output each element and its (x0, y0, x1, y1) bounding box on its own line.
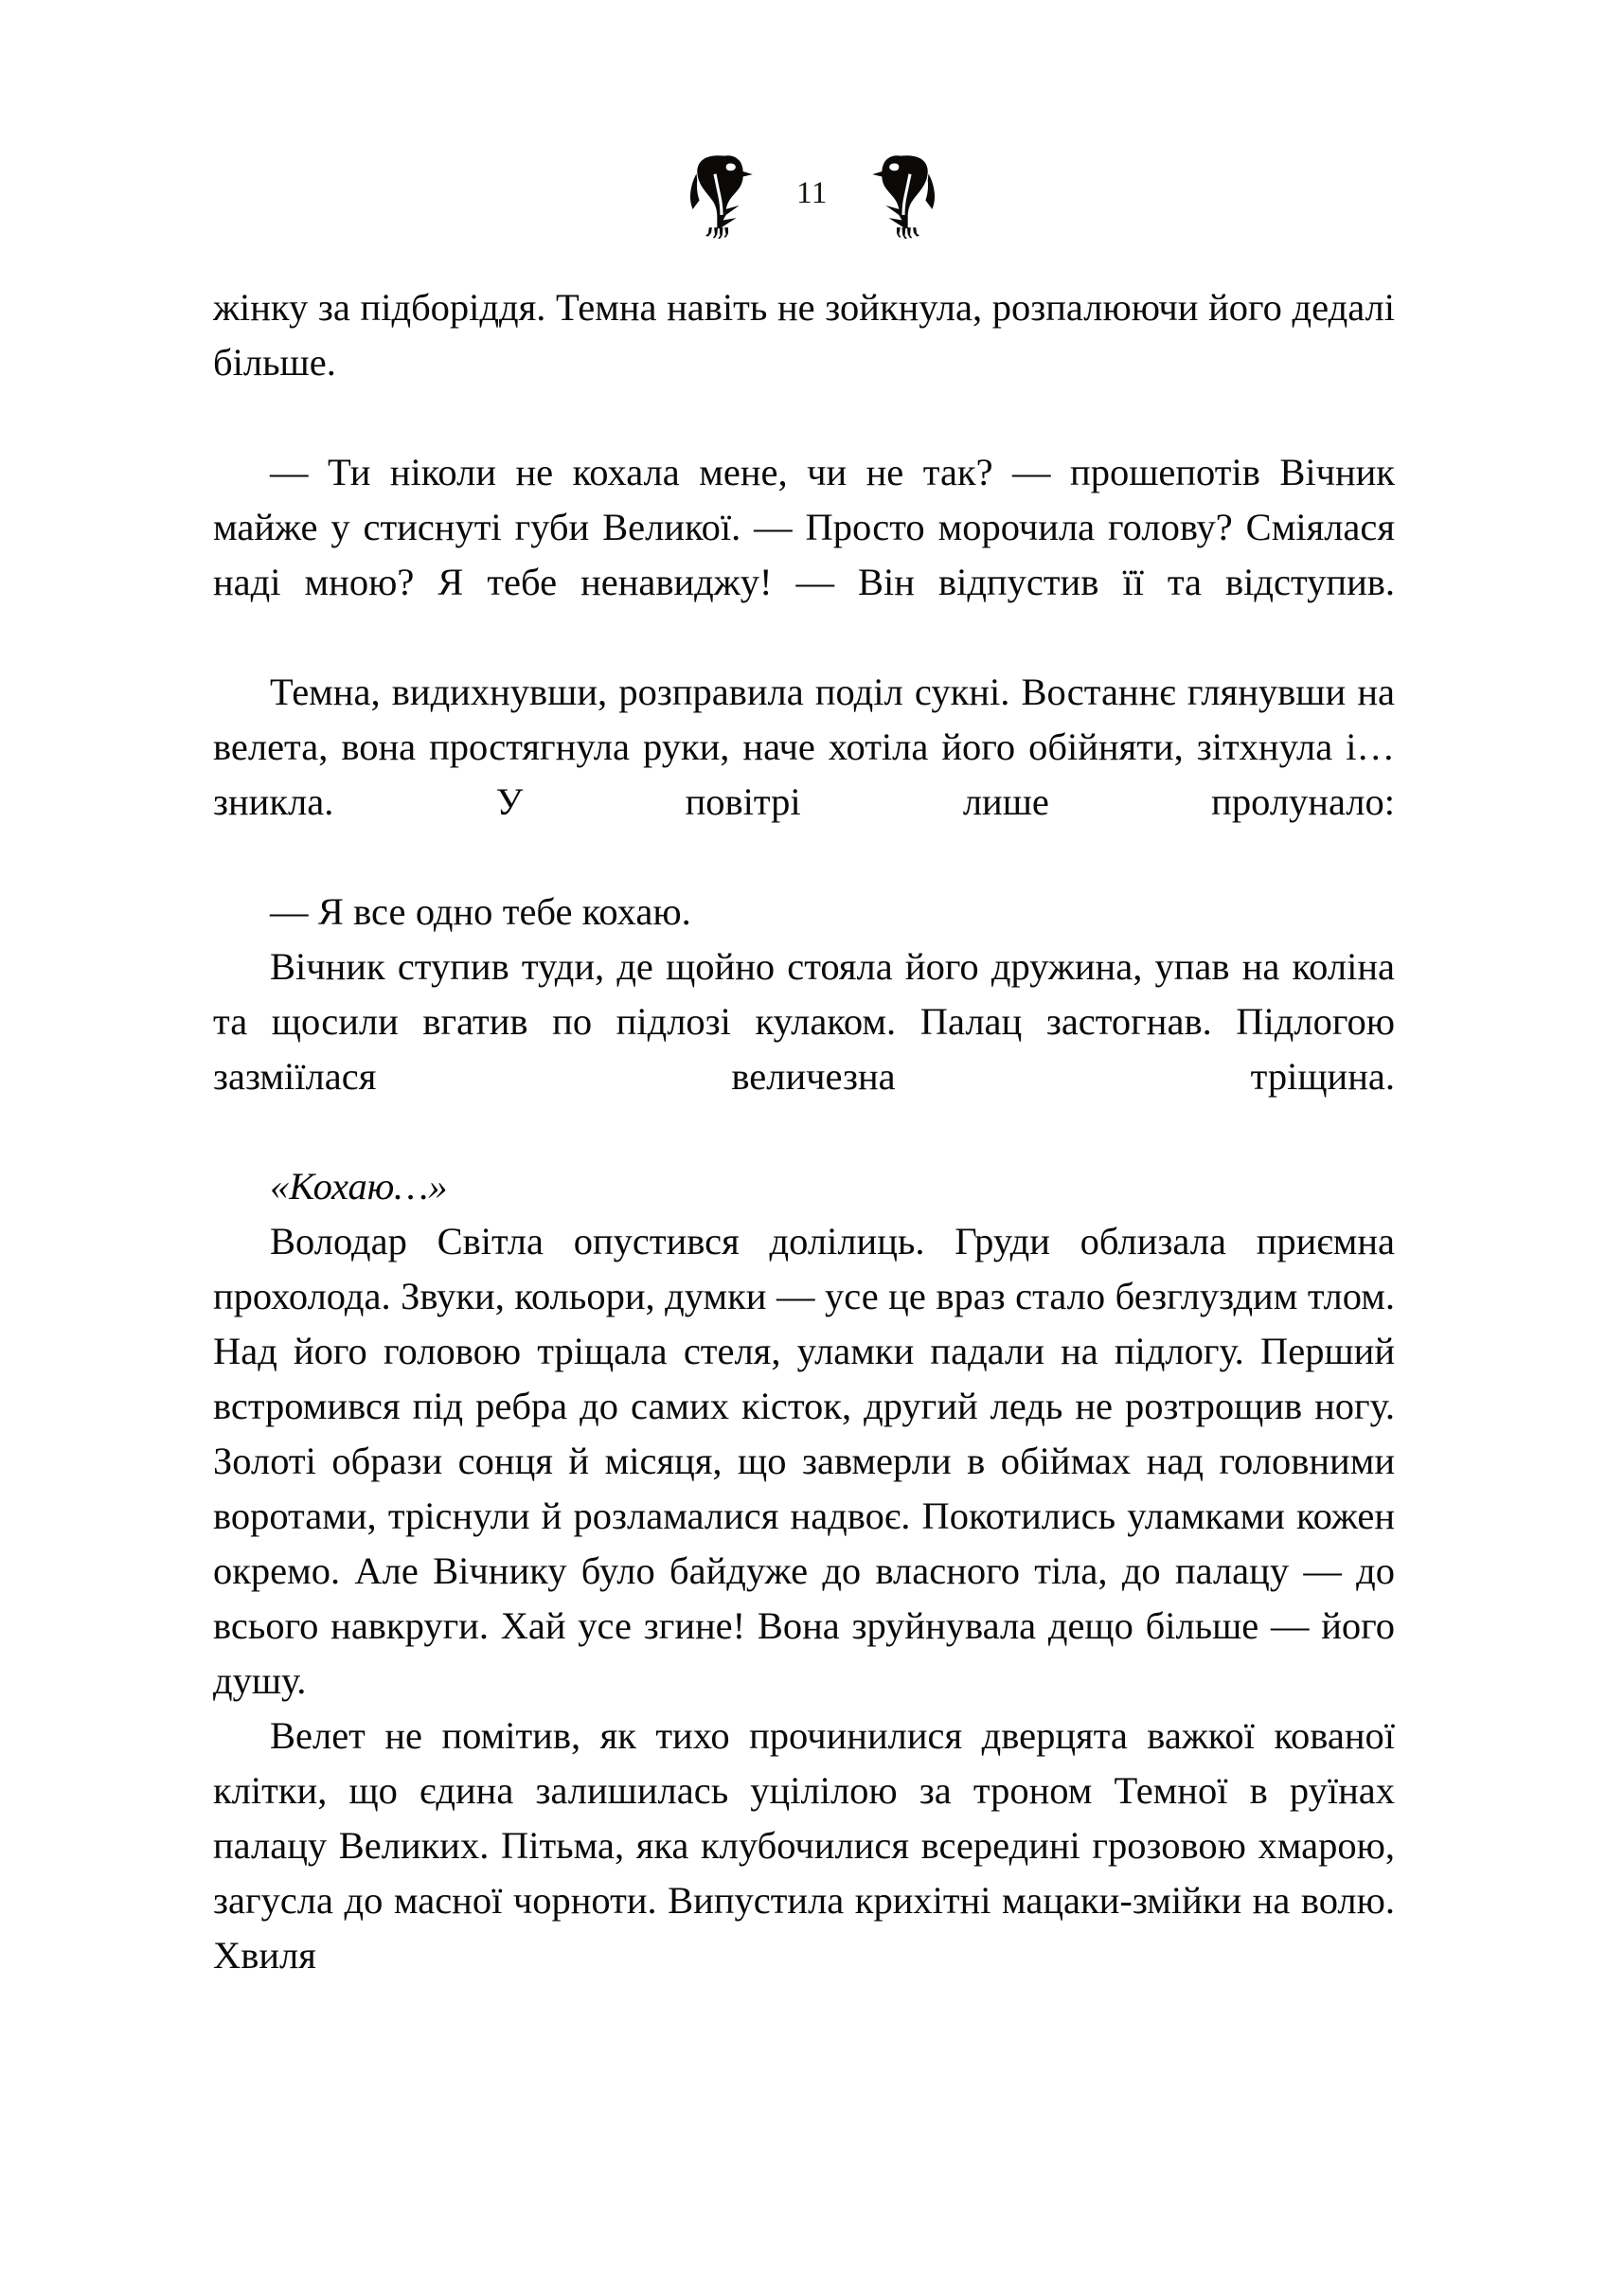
paragraph: Вічник ступив туди, де щойно стояла його дружина, упав на коліна та щосили вгатив по підлозі кулаком. Палац застогнав. Підлогою зазміїлася величезна тріщина. (213, 945, 1395, 1098)
paragraph: Володар Світла опустився долілиць. Груди облизала приємна прохолода. Звуки, кольори, думки — усе це враз стало безглуздим тлом. Над його головою тріщала стеля, уламки падали на підлогу. Перший встромився під ребра до самих кісток, другий ледь не розтрощив ногу. Золоті образи сонця й місяця, що завмерли в обіймах над головними воротами, тріснули й розламалися надвоє. Покотились уламками кожен окремо. Але Вічнику було байдуже до власного тіла, до палацу — до всього навкруги. Хай усе згине! Вона зруйнувала дещо більше — його душу. (213, 1220, 1395, 1702)
raven-icon (685, 152, 758, 239)
paragraph: Темна, видихнувши, розправила поділ сукні. Востаннє глянувши на велета, вона простягнула руки, наче хотіла його обійняти, зітхнула і… зникла. У повітрі лише пролунало: (213, 671, 1395, 823)
body-text (213, 280, 1395, 2038)
page-number: 11 (796, 175, 828, 210)
paragraph: жінку за підборіддя. Темна навіть не зойкнула, розпалюючи його дедалі більше. (213, 286, 1395, 384)
running-head (0, 150, 1624, 241)
raven-icon (866, 152, 940, 239)
paragraph: — Я все одно тебе кохаю. (270, 890, 691, 933)
paragraph: — Ти ніколи не кохала мене, чи не так? — прошепотів Вічник майже у стиснуті губи Великої. — Просто морочила голову? Сміялася наді мною? Я тебе ненавиджу! — Він відпустив її та відступив. (213, 451, 1395, 603)
paragraph: Велет не помітив, як тихо прочинилися дверцята важкої кованої клітки, що єдина залишилась уцілілою за троном Темної в руїнах палацу Великих. Пітьма, яка клубочилися всередині грозовою хмарою, загусла до масної чорноти. Випустила крихітні мацаки-змійки на волю. Хвиля (213, 1714, 1395, 1977)
paragraph-italic: «Кохаю…» (270, 1165, 448, 1208)
